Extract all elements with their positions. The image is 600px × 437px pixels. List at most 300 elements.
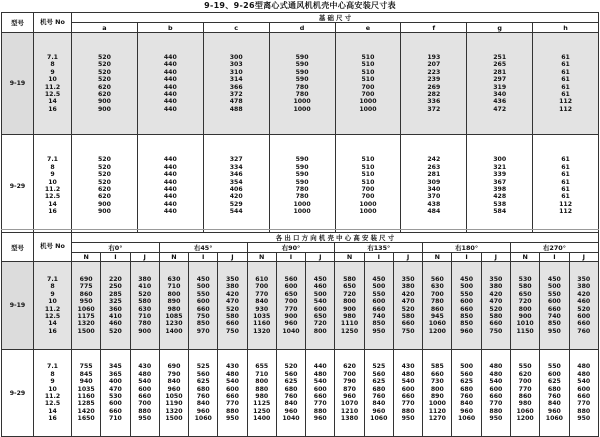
center-height-value: 1250 bbox=[253, 407, 271, 415]
direction-header: 右90° bbox=[247, 243, 335, 253]
center-height-value: 770 bbox=[284, 305, 298, 313]
center-height-value: 660 bbox=[108, 407, 122, 415]
center-height-value: 460 bbox=[108, 320, 122, 328]
center-height-value: 740 bbox=[372, 312, 386, 320]
dimension-value: 436 bbox=[493, 98, 507, 106]
dimension-value: 223 bbox=[427, 68, 441, 76]
center-height-value: 880 bbox=[577, 407, 591, 415]
center-height-value: 580 bbox=[138, 298, 152, 306]
center-height-value: 770 bbox=[489, 400, 503, 408]
center-height-value: 500 bbox=[196, 283, 210, 291]
sub-column-header-j: J bbox=[481, 253, 510, 262]
dimension-value: 61 bbox=[561, 178, 570, 186]
sub-column-header-i: I bbox=[452, 253, 481, 262]
center-height-value: 380 bbox=[577, 283, 591, 291]
center-height-value: 930 bbox=[255, 305, 269, 313]
center-height-value: 860 bbox=[430, 305, 444, 313]
machine-number: 12.5 bbox=[44, 90, 61, 98]
center-height-value: 470 bbox=[401, 298, 415, 306]
center-height-value: 880 bbox=[138, 407, 152, 415]
dimension-value: 438 bbox=[427, 200, 441, 208]
sub-column-header-i: I bbox=[101, 253, 130, 262]
center-height-value: 660 bbox=[401, 320, 415, 328]
center-height-value: 600 bbox=[577, 385, 591, 393]
center-height-value: 880 bbox=[255, 385, 269, 393]
center-height-value: 770 bbox=[577, 400, 591, 408]
center-height-value: 850 bbox=[196, 320, 210, 328]
sub-column-header-n: N bbox=[247, 253, 276, 262]
sub-column-header-j: J bbox=[130, 253, 159, 262]
dimension-value: 520 bbox=[97, 171, 111, 179]
center-height-value: 960 bbox=[284, 320, 298, 328]
center-height-cell bbox=[72, 262, 101, 350]
center-height-value: 430 bbox=[226, 363, 239, 371]
center-height-value: 1070 bbox=[340, 400, 359, 408]
center-height-cell bbox=[393, 262, 422, 350]
dimension-value: 700 bbox=[361, 186, 375, 193]
center-height-value: 760 bbox=[284, 393, 298, 400]
table-row-group bbox=[2, 262, 599, 350]
center-height-value: 630 bbox=[430, 283, 444, 291]
center-height-value: 540 bbox=[313, 378, 327, 386]
center-height-value: 1500 bbox=[165, 415, 183, 423]
dimension-value: 510 bbox=[361, 156, 375, 164]
dimension-value: 61 bbox=[561, 186, 570, 193]
center-height-value: 770 bbox=[401, 400, 415, 408]
center-height-cell bbox=[130, 350, 159, 437]
dimension-value: 300 bbox=[229, 53, 243, 61]
dimension-value: 406 bbox=[229, 186, 243, 193]
dimension-value: 900 bbox=[97, 208, 111, 216]
dimension-value: 61 bbox=[561, 193, 570, 201]
center-height-value: 700 bbox=[518, 378, 532, 386]
dimension-value: 620 bbox=[97, 83, 111, 91]
center-height-value: 580 bbox=[226, 312, 239, 320]
dimension-value: 61 bbox=[561, 53, 570, 61]
center-height-value: 580 bbox=[489, 312, 503, 320]
dimension-value: 1000 bbox=[293, 200, 311, 208]
center-height-cell bbox=[101, 262, 130, 350]
center-height-value: 780 bbox=[138, 320, 152, 328]
center-height-value: 750 bbox=[401, 327, 415, 335]
center-height-value: 480 bbox=[401, 370, 415, 378]
model-cell: 9-29 bbox=[2, 135, 34, 238]
center-height-cell bbox=[306, 350, 335, 437]
center-height-value: 450 bbox=[372, 275, 386, 283]
center-height-value: 380 bbox=[138, 275, 152, 283]
dimension-value: 339 bbox=[493, 171, 507, 179]
center-height-value: 520 bbox=[108, 327, 122, 335]
center-height-cell bbox=[247, 262, 276, 350]
center-height-value: 710 bbox=[108, 415, 122, 423]
center-height-value: 1200 bbox=[516, 415, 534, 423]
center-height-value: 1060 bbox=[428, 320, 446, 328]
dimension-value: 420 bbox=[229, 193, 243, 201]
center-height-cell bbox=[481, 350, 510, 437]
center-height-value: 1400 bbox=[165, 327, 183, 335]
center-height-cell bbox=[335, 350, 364, 437]
dimension-value: 370 bbox=[427, 193, 441, 201]
center-height-value: 1650 bbox=[77, 415, 95, 423]
dimension-value: 440 bbox=[163, 90, 177, 98]
center-height-value: 940 bbox=[79, 378, 93, 386]
center-height-value: 1120 bbox=[428, 407, 446, 415]
center-height-value: 850 bbox=[460, 320, 474, 328]
center-height-value: 1200 bbox=[428, 327, 446, 335]
center-height-value: 620 bbox=[518, 370, 532, 378]
dimension-value: 900 bbox=[97, 200, 111, 208]
machine-number: 9 bbox=[50, 378, 55, 386]
sub-column-header-i: I bbox=[364, 253, 393, 262]
dimension-value: 510 bbox=[361, 76, 375, 84]
center-height-value: 480 bbox=[577, 370, 591, 378]
machine-number: 8 bbox=[50, 163, 55, 171]
center-height-value: 420 bbox=[401, 290, 415, 298]
dimension-value: 193 bbox=[427, 53, 441, 61]
dimension-value: 251 bbox=[493, 53, 507, 61]
center-height-value: 520 bbox=[138, 290, 152, 298]
dimension-value: 510 bbox=[361, 171, 375, 179]
center-height-cell bbox=[452, 350, 481, 437]
machine-number: 16 bbox=[48, 415, 57, 423]
center-height-value: 470 bbox=[108, 385, 122, 393]
center-height-value: 600 bbox=[577, 312, 591, 320]
center-height-value: 960 bbox=[284, 407, 298, 415]
center-height-value: 460 bbox=[577, 298, 591, 306]
center-height-value: 585 bbox=[430, 363, 444, 371]
machine-number: 10 bbox=[48, 298, 57, 306]
center-height-value: 580 bbox=[518, 283, 532, 291]
dimension-value: 346 bbox=[229, 171, 243, 179]
dimension-value: 590 bbox=[295, 76, 309, 84]
center-height-cell bbox=[159, 350, 188, 437]
center-height-value: 750 bbox=[489, 327, 503, 335]
machine-number: 8 bbox=[50, 370, 55, 378]
dimension-value: 297 bbox=[493, 76, 507, 84]
center-height-value: 800 bbox=[313, 327, 327, 335]
machine-number: 16 bbox=[48, 327, 57, 335]
center-height-value: 430 bbox=[401, 363, 415, 371]
center-height-value: 680 bbox=[196, 385, 210, 393]
center-height-value: 550 bbox=[518, 363, 532, 371]
dimension-value: 334 bbox=[229, 163, 243, 171]
center-height-value: 720 bbox=[343, 290, 356, 298]
center-height-cell bbox=[130, 262, 159, 350]
center-height-value: 800 bbox=[518, 305, 532, 313]
machine-number: 9 bbox=[50, 68, 55, 76]
center-height-value: 660 bbox=[489, 393, 503, 400]
machine-number-header: 机号 No bbox=[34, 13, 72, 33]
center-height-value: 560 bbox=[372, 370, 386, 378]
dimension-value: 510 bbox=[361, 53, 375, 61]
center-height-value: 600 bbox=[313, 305, 327, 313]
sub-column-header-i: I bbox=[540, 253, 569, 262]
center-height-value: 710 bbox=[255, 370, 269, 378]
center-height-cell bbox=[276, 350, 305, 437]
dimension-value: 590 bbox=[295, 61, 309, 69]
center-height-value: 660 bbox=[196, 305, 210, 313]
center-height-value: 960 bbox=[372, 407, 386, 415]
dimension-value: 263 bbox=[427, 163, 441, 171]
model-cell: 9-19 bbox=[2, 262, 34, 350]
dimension-value: 700 bbox=[361, 83, 375, 91]
center-height-value: 900 bbox=[343, 305, 356, 313]
center-height-cell bbox=[481, 262, 510, 350]
machine-number: 12.5 bbox=[44, 312, 61, 320]
center-height-value: 760 bbox=[577, 327, 591, 335]
center-height-value: 950 bbox=[489, 415, 503, 423]
dimension-value: 61 bbox=[561, 171, 570, 179]
center-height-value: 560 bbox=[196, 370, 210, 378]
center-height-value: 345 bbox=[108, 363, 122, 371]
dimension-value: 265 bbox=[493, 61, 507, 69]
machine-number: 10 bbox=[48, 178, 57, 186]
center-height-value: 550 bbox=[460, 290, 474, 298]
center-height-value: 560 bbox=[460, 370, 474, 378]
dimension-value: 520 bbox=[97, 61, 111, 69]
machine-number: 14 bbox=[48, 320, 57, 328]
center-height-value: 1380 bbox=[340, 415, 359, 423]
dimension-value: 590 bbox=[295, 178, 309, 186]
dimension-value: 1000 bbox=[293, 105, 311, 113]
dimension-cell-c bbox=[203, 135, 269, 238]
center-height-cell bbox=[218, 350, 247, 437]
dimension-value: 584 bbox=[493, 208, 507, 216]
direction-header: 右135° bbox=[335, 243, 423, 253]
column-header-f: f bbox=[401, 23, 467, 33]
center-height-cell bbox=[393, 350, 422, 437]
center-height-value: 500 bbox=[372, 283, 386, 291]
machine-number-cell bbox=[34, 350, 72, 437]
dimension-value: 242 bbox=[427, 156, 441, 164]
center-height-value: 525 bbox=[372, 363, 386, 371]
center-height-value: 1040 bbox=[282, 415, 300, 423]
center-height-cell bbox=[423, 350, 452, 437]
dimension-cell-d bbox=[269, 33, 335, 135]
center-height-value: 500 bbox=[547, 283, 561, 291]
column-header-e: e bbox=[335, 23, 401, 33]
center-height-value: 500 bbox=[313, 290, 327, 298]
center-height-value: 850 bbox=[547, 320, 561, 328]
dimension-cell-g bbox=[467, 33, 533, 135]
dimension-value: 510 bbox=[361, 68, 375, 76]
table-row-group bbox=[2, 350, 599, 437]
sub-column-header-j: J bbox=[393, 253, 422, 262]
column-header-b: b bbox=[137, 23, 203, 33]
center-height-value: 950 bbox=[577, 415, 591, 423]
table-row-group bbox=[2, 33, 599, 135]
center-height-value: 900 bbox=[284, 312, 298, 320]
center-height-value: 660 bbox=[489, 320, 503, 328]
dimension-value: 319 bbox=[493, 83, 507, 91]
center-height-value: 1150 bbox=[516, 327, 534, 335]
center-height-value: 960 bbox=[547, 407, 561, 415]
dimension-value: 314 bbox=[229, 76, 243, 84]
center-height-cell bbox=[510, 350, 539, 437]
machine-number: 7.1 bbox=[47, 275, 58, 283]
dimension-value: 61 bbox=[561, 163, 570, 171]
center-height-value: 380 bbox=[226, 283, 239, 291]
center-height-value: 755 bbox=[79, 363, 93, 371]
dimension-value: 544 bbox=[229, 208, 243, 216]
center-height-value: 660 bbox=[226, 393, 239, 400]
center-height-value: 980 bbox=[255, 393, 269, 400]
center-height-group-header: 各 出 口 方 向 机 壳 中 心 高 安 装 尺 寸 bbox=[72, 233, 599, 243]
center-height-value: 380 bbox=[401, 283, 415, 291]
center-height-value: 880 bbox=[401, 407, 415, 415]
dimension-value: 520 bbox=[97, 53, 111, 61]
machine-number: 12.5 bbox=[44, 193, 61, 201]
dimension-value: 309 bbox=[427, 178, 441, 186]
center-height-value: 770 bbox=[313, 400, 327, 408]
center-height-value: 525 bbox=[196, 363, 210, 371]
center-height-value: 360 bbox=[108, 305, 122, 313]
center-height-value: 1420 bbox=[77, 407, 95, 415]
dimension-value: 478 bbox=[229, 98, 243, 106]
center-height-value: 1050 bbox=[165, 393, 183, 400]
center-height-value: 880 bbox=[226, 407, 239, 415]
dimension-value: 440 bbox=[163, 193, 177, 201]
machine-number: 16 bbox=[48, 208, 57, 216]
center-height-value: 380 bbox=[489, 283, 503, 291]
dimension-value: 780 bbox=[295, 186, 309, 193]
dimension-value: 590 bbox=[295, 163, 309, 171]
machine-number: 9 bbox=[50, 171, 55, 179]
dimension-value: 538 bbox=[493, 200, 507, 208]
machine-number: 7.1 bbox=[47, 156, 58, 164]
sub-column-header-n: N bbox=[510, 253, 539, 262]
dimension-value: 281 bbox=[493, 68, 507, 76]
dimension-value: 440 bbox=[163, 178, 177, 186]
center-height-value: 1320 bbox=[165, 407, 183, 415]
dimension-value: 440 bbox=[163, 163, 177, 171]
center-height-value: 1210 bbox=[340, 407, 359, 415]
dimension-value: 590 bbox=[295, 53, 309, 61]
center-height-value: 620 bbox=[343, 363, 356, 371]
center-height-value: 530 bbox=[518, 275, 532, 283]
center-height-value: 540 bbox=[489, 378, 503, 386]
direction-header: 右45° bbox=[159, 243, 247, 253]
center-height-value: 350 bbox=[226, 275, 239, 283]
center-height-value: 650 bbox=[313, 312, 327, 320]
center-height-value: 660 bbox=[372, 305, 386, 313]
center-height-value: 450 bbox=[313, 275, 327, 283]
dimension-value: 354 bbox=[229, 178, 243, 186]
center-height-value: 480 bbox=[138, 370, 152, 378]
center-height-cell bbox=[423, 262, 452, 350]
center-height-value: 1125 bbox=[253, 400, 271, 408]
center-height-value: 655 bbox=[255, 363, 269, 371]
center-height-value: 1270 bbox=[428, 415, 446, 423]
center-height-value: 500 bbox=[460, 283, 474, 291]
center-height-value: 410 bbox=[108, 312, 122, 320]
column-header-g: g bbox=[467, 23, 533, 33]
center-height-value: 500 bbox=[460, 363, 474, 371]
center-height-value: 750 bbox=[226, 327, 239, 335]
dimension-value: 61 bbox=[561, 90, 570, 98]
center-height-value: 1060 bbox=[457, 415, 476, 423]
dimension-value: 440 bbox=[163, 186, 177, 193]
center-height-value: 690 bbox=[79, 275, 93, 283]
center-height-value: 890 bbox=[430, 393, 444, 400]
center-height-value: 540 bbox=[401, 378, 415, 386]
center-height-value: 840 bbox=[196, 400, 210, 408]
center-height-value: 800 bbox=[343, 298, 356, 306]
center-height-value: 600 bbox=[313, 385, 327, 393]
center-height-value: 350 bbox=[577, 275, 591, 283]
center-height-value: 1040 bbox=[282, 327, 300, 335]
center-height-value: 1035 bbox=[253, 312, 271, 320]
dimension-value: 440 bbox=[163, 171, 177, 179]
machine-number: 10 bbox=[48, 76, 57, 84]
center-height-cell bbox=[218, 262, 247, 350]
dimension-value: 282 bbox=[427, 90, 441, 98]
center-height-cell bbox=[569, 262, 598, 350]
center-height-value: 840 bbox=[460, 400, 474, 408]
center-height-value: 560 bbox=[284, 370, 298, 378]
center-height-value: 950 bbox=[547, 327, 561, 335]
dimension-value: 61 bbox=[561, 83, 570, 91]
machine-number: 14 bbox=[48, 98, 57, 106]
dimension-value: 336 bbox=[427, 98, 441, 106]
center-height-value: 880 bbox=[313, 407, 327, 415]
center-height-value: 540 bbox=[577, 378, 591, 386]
center-height-value: 1230 bbox=[165, 320, 183, 328]
center-height-cell bbox=[306, 262, 335, 350]
center-height-value: 800 bbox=[167, 290, 181, 298]
center-height-value: 560 bbox=[430, 275, 444, 283]
center-height-value: 1000 bbox=[428, 400, 446, 408]
center-height-value: 540 bbox=[226, 378, 239, 386]
center-height-cell bbox=[189, 350, 218, 437]
center-height-value: 520 bbox=[489, 305, 503, 313]
sub-column-header-j: J bbox=[569, 253, 598, 262]
center-height-value: 840 bbox=[284, 400, 298, 408]
center-height-value: 550 bbox=[196, 290, 210, 298]
model-header: 型号 bbox=[2, 13, 34, 33]
dimension-value: 61 bbox=[561, 156, 570, 164]
center-height-value: 720 bbox=[518, 298, 532, 306]
center-height-value: 680 bbox=[284, 385, 298, 393]
center-height-value: 1060 bbox=[194, 415, 212, 423]
center-height-value: 710 bbox=[138, 312, 152, 320]
dimension-cell-d bbox=[269, 135, 335, 238]
dimension-value: 484 bbox=[427, 208, 441, 216]
center-height-value: 610 bbox=[255, 275, 269, 283]
center-height-value: 690 bbox=[167, 363, 181, 371]
dimension-value: 1000 bbox=[359, 105, 377, 113]
dimension-value: 269 bbox=[427, 83, 441, 91]
center-height-value: 625 bbox=[372, 378, 386, 386]
sub-column-header-n: N bbox=[72, 253, 101, 262]
center-height-cell bbox=[335, 262, 364, 350]
dimension-value: 366 bbox=[229, 83, 243, 91]
dimension-value: 488 bbox=[229, 105, 243, 113]
dimension-value: 300 bbox=[493, 156, 507, 164]
center-height-value: 660 bbox=[313, 393, 327, 400]
dimension-value: 590 bbox=[295, 156, 309, 164]
dimension-value: 367 bbox=[493, 178, 507, 186]
dimension-value: 281 bbox=[427, 171, 441, 179]
dimension-value: 440 bbox=[163, 76, 177, 84]
center-height-value: 700 bbox=[343, 370, 356, 378]
machine-number-cell bbox=[34, 135, 72, 238]
center-height-value: 600 bbox=[547, 298, 561, 306]
center-height-value: 325 bbox=[108, 298, 122, 306]
table-row-group bbox=[2, 135, 599, 238]
dimension-value: 780 bbox=[295, 90, 309, 98]
base-dimension-table bbox=[1, 12, 599, 238]
